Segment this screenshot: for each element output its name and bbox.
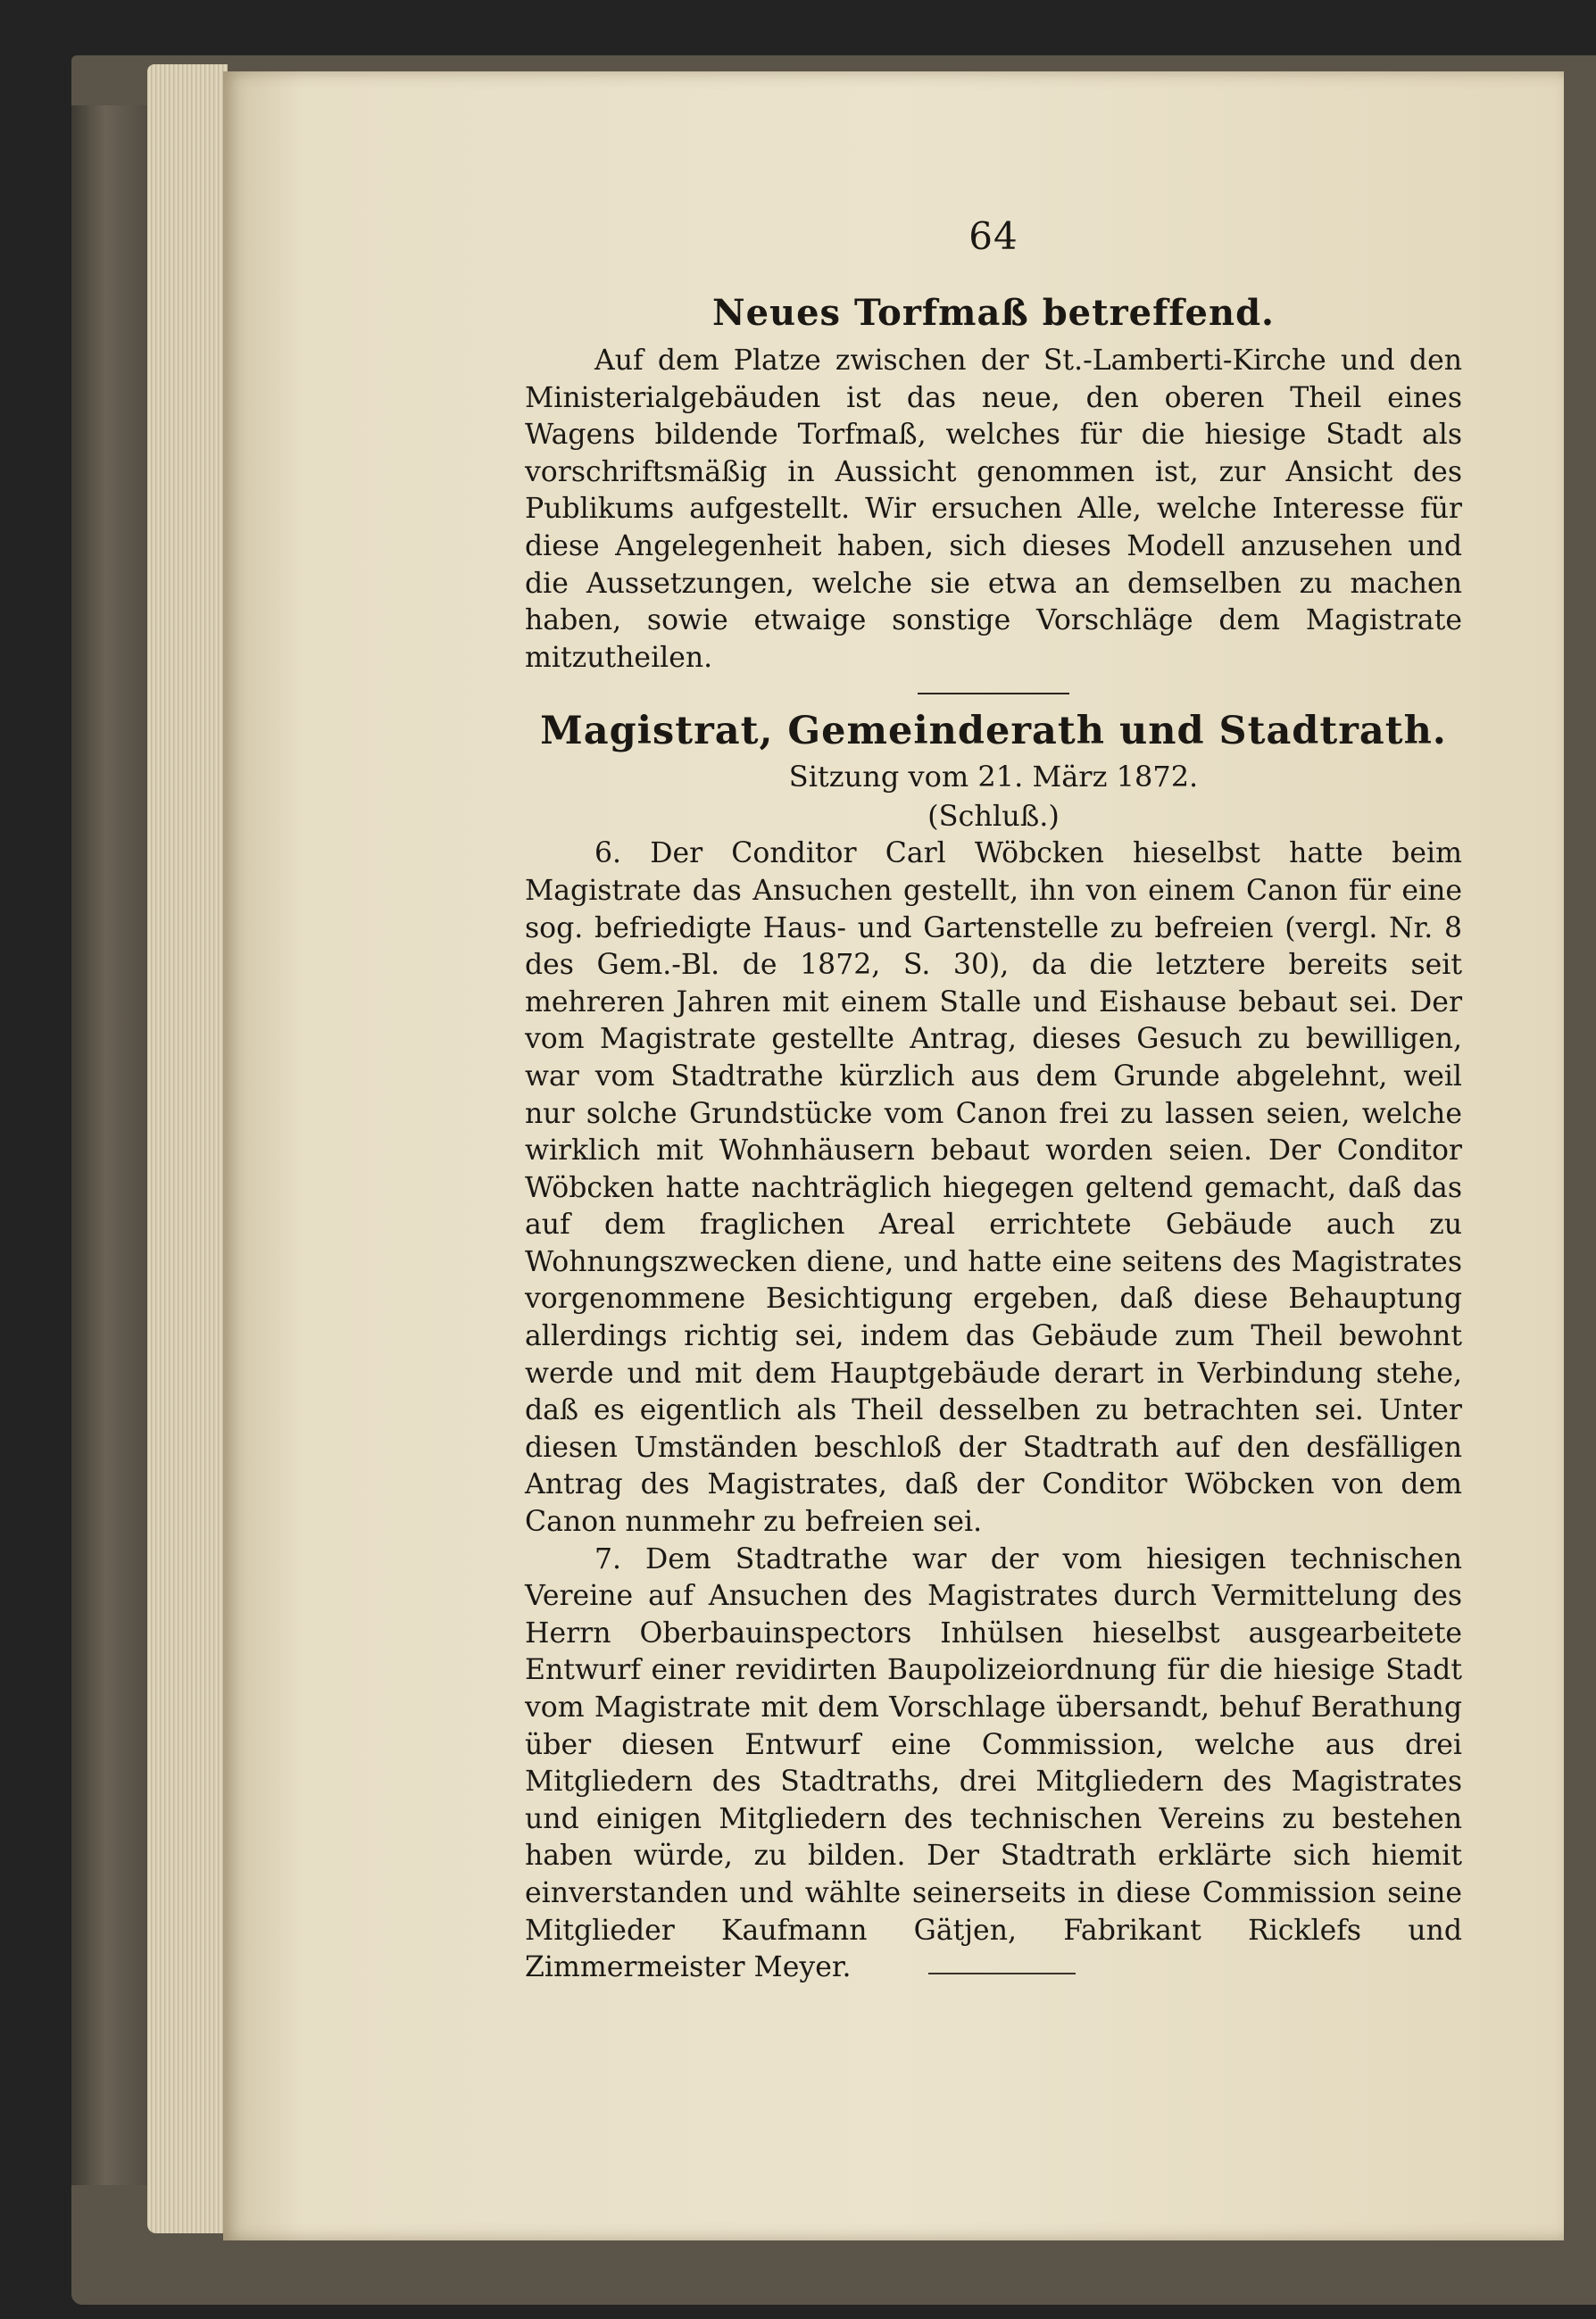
- page-text-block: [525, 214, 1462, 1984]
- continuation-note: (Schluß.): [927, 799, 1060, 834]
- page-number: 64: [968, 214, 1018, 258]
- section-title-torfmass: Neues Torfmaß betreffend.: [712, 292, 1275, 334]
- paragraph-7: 7. Dem Stadtrathe war der vom hiesigen technischen Vereine auf Ansuchen des Magistrates durch Vermittelung des Herrn Oberbauinspectors Inhülsen hieselbst ausgearbeitete Entwurf einer revidirten Baupolizeiordnung für die hiesige Stadt vom Magistrate mit dem Vorschlage übersandt, behuf Berathung über diesen Entwurf eine Commission, welche aus drei Mitgliedern des Stadtraths, drei Mitgliedern des Magistrates und einigen Mitgliedern des technischen Vereins zu bestehen haben würde, zu bilden. Der Stadtrath erklärte sich hiemit einverstanden und wählte seinerseits in diese Commission seine Mitglieder Kaufmann Gätjen, Fabrikant Ricklefs und Zimmermeister Meyer.: [525, 1542, 1462, 1984]
- section-divider: [918, 693, 1069, 694]
- section-body-torfmass: Auf dem Platze zwischen der St.-Lamberti-Kirche und den Ministerialgebäuden ist das neue, den oberen Theil eines Wagens bildende Torfmaß, welches für die hiesige Stadt als vorschriftsmäßig in Aussicht genommen ist, zur Ansicht des Publikums aufgestellt. Wir ersuchen Alle, welche Interesse für diese Angelegenheit haben, sich dieses Modell anzusehen und die Aussetzungen, welche sie etwa an demselben zu machen haben, sowie etwaige sonstige Vorschläge dem Magistrate mitzutheilen.: [525, 345, 1462, 674]
- book-spine: [71, 105, 156, 2185]
- page-edges: [147, 64, 228, 2233]
- session-date: Sitzung vom 21. März 1872.: [788, 760, 1199, 794]
- paragraph-6: 6. Der Conditor Carl Wöbcken hieselbst hatte beim Magistrate das Ansuchen gestellt, ihn von einem Canon für eine sog. befriedigte Haus- und Gartenstelle zu befreien (vergl. Nr. 8 des Gem.-Bl. de 1872, S. 30), da die letztere bereits seit mehreren Jahren mit einem Stalle und Eishause bebaut sei. Der vom Magistrate gestellte Antrag, dieses Gesuch zu bewilligen, war vom Stadtrathe kürzlich aus dem Grunde abgelehnt, weil nur solche Grundstücke vom Canon frei zu lassen seien, welche wirklich mit Wohnhäusern bebaut worden seien. Der Conditor Wöbcken hatte nachträglich hiegegen geltend gemacht, daß das auf dem fraglichen Areal errichtete Gebäude auch zu Wohnungszwecken diene, und hatte eine seitens des Magistrates vorgenommene Besichtigung ergeben, daß diese Behauptung allerdings richtig sei, indem das Gebäude zum Theil bewohnt werde und mit dem Hauptgebäude derart in Verbindung stehe, daß es eigentlich als Theil desselben zu betrachten sei. Unter diesen Umständen beschloß der Stadtrath auf den desfälligen Antrag des Magistrates, daß der Conditor Wöbcken von dem Canon nunmehr zu befreien sei.: [525, 837, 1462, 1539]
- section-title-magistrat: Magistrat, Gemeinderath und Stadtrath.: [540, 709, 1447, 754]
- end-divider: [928, 1973, 1076, 1974]
